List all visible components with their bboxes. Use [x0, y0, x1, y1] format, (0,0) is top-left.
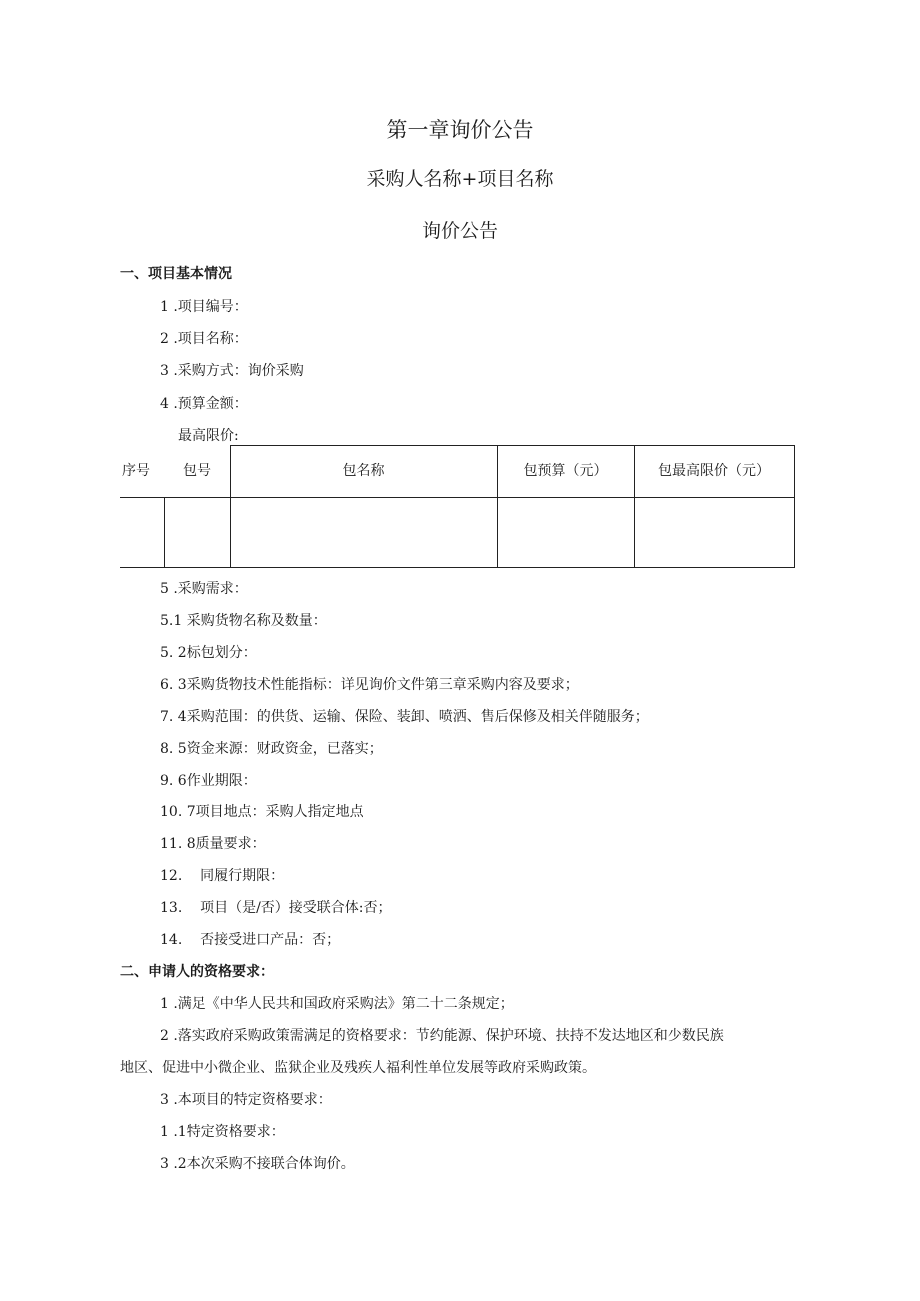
item-procurement-method: 3 .采购方式：询价采购 — [160, 363, 304, 379]
max-price-label: 最高限价: — [178, 428, 239, 444]
item-13: 13. 项目（是/否）接受联合体:否； — [160, 900, 392, 916]
qual-item-2: 2 .落实政府采购政策需满足的资格要求：节约能源、保护环境、扶持不发达地区和少数民族 — [160, 1028, 724, 1044]
item-5-1: 5.1 采购货物名称及数量： — [160, 613, 327, 629]
qual-item-3-2: 3 .2本次采购不接联合体询价。 — [160, 1156, 355, 1172]
table-header-package-no: 包号 — [183, 463, 211, 479]
table-header-package-max-price: 包最高限价（元） — [658, 463, 770, 479]
table-header-index: 序号 — [122, 463, 150, 479]
item-14: 14. 否接受进口产品：否； — [160, 932, 341, 948]
table-header-package-name: 包名称 — [342, 463, 385, 479]
item-9-6: 9. 6作业期限： — [160, 773, 257, 789]
item-8-5: 8. 5资金来源：财政资金，已落实； — [160, 741, 383, 757]
item-10-7: 10. 7项目地点：采购人指定地点 — [160, 804, 364, 820]
section-1-heading: 一、项目基本情况 — [120, 266, 232, 282]
item-11-8: 11. 8质量要求： — [160, 836, 266, 852]
package-table — [120, 445, 795, 568]
notice-title: 询价公告 — [421, 220, 498, 242]
table-border-bottom — [120, 567, 795, 568]
qual-item-3: 3 .本项目的特定资格要求： — [160, 1092, 332, 1108]
item-budget: 4 .预算金额： — [160, 396, 248, 412]
table-col-divider-1 — [164, 497, 165, 568]
qual-item-2-cont: 地区、促进中小微企业、监狱企业及残疾人福利性单位发展等政府采购政策。 — [120, 1060, 596, 1076]
item-procurement-demand: 5 .采购需求： — [160, 581, 248, 597]
item-7-4: 7. 4采购范围：的供货、运输、保险、装卸、喷洒、售后保修及相关伴随服务； — [160, 709, 649, 725]
item-project-name: 2 .项目名称： — [160, 331, 248, 347]
table-header-package-budget: 包预算（元） — [523, 463, 608, 479]
chapter-title: 第一章询价公告 — [386, 118, 534, 142]
table-border-right — [794, 445, 795, 568]
table-border-header — [120, 497, 795, 498]
item-12: 12. 同履行期限： — [160, 868, 285, 884]
item-project-number: 1 .项目编号： — [160, 299, 248, 315]
item-5-2: 5. 2标包划分： — [160, 645, 257, 661]
item-6-3: 6. 3采购货物技术性能指标：详见询价文件第三章采购内容及要求； — [160, 677, 579, 693]
section-2-heading: 二、申请人的资格要求： — [120, 964, 274, 980]
qual-item-1: 1 .满足《中华人民共和国政府采购法》第二十二条规定； — [160, 996, 514, 1012]
subtitle: 采购人名称+项目名称 — [366, 168, 554, 190]
qual-item-3-1: 1 .1特定资格要求： — [160, 1124, 285, 1140]
